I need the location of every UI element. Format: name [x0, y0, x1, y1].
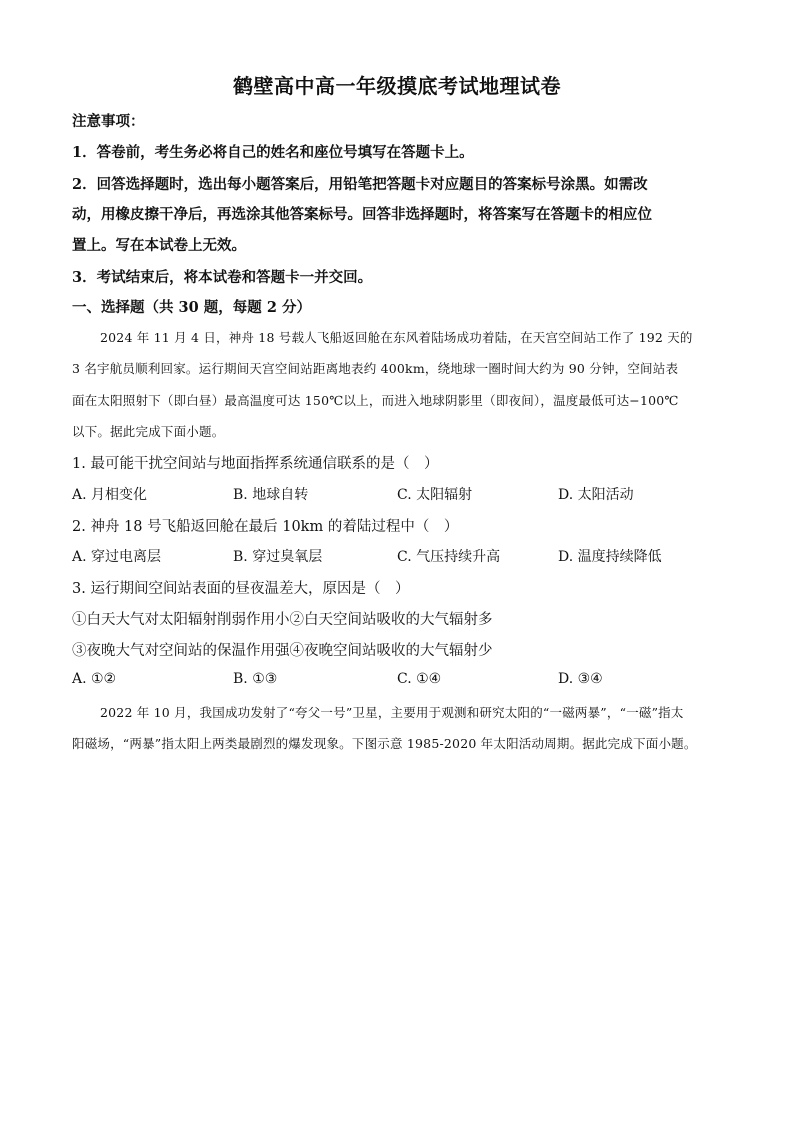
passage-line: 以下。据此完成下面小题。: [72, 424, 225, 439]
passage-line: 面在太阳照射下（即白昼）最高温度可达 150℃以上，而进入地球阴影里（即夜间），温度最低可达−100℃: [72, 393, 679, 408]
q1-option-d: D. 太阳活动: [558, 487, 634, 503]
q1-option-b: B. 地球自转: [233, 487, 309, 503]
passage-line: 2024 年 11 月 4 日，神舟 18 号载人飞船返回舱在东风着陆场成功着陆，在天宫空间站工作了 192 天的: [100, 330, 693, 345]
notice-item: 置上。写在本试卷上无效。: [72, 237, 246, 254]
section-heading: 一、选择题（共 30 题，每题 2 分）: [72, 299, 311, 316]
q3-option-d: D. ③④: [558, 671, 603, 687]
q1-option-a: A. 月相变化: [72, 487, 148, 503]
q2-option-b: B. 穿过臭氧层: [233, 549, 323, 565]
notice-item: 3．考试结束后，将本试卷和答题卡一并交回。: [72, 269, 373, 286]
q1-option-c: C. 太阳辐射: [397, 487, 473, 503]
exam-title: 鹤壁高中高一年级摸底考试地理试卷: [233, 74, 561, 98]
q2-option-c: C. 气压持续升高: [397, 549, 501, 565]
notice-item: 2．回答选择题时，选出每小题答案后，用铅笔把答题卡对应题目的答案标号涂黑。如需改: [72, 176, 648, 193]
passage-line: 3 名宇航员顺利回家。运行期间天宫空间站距离地表约 400km，绕地球一圈时间大约为 90 分钟，空间站表: [72, 361, 679, 376]
q3-statement: ①白天大气对太阳辐射削弱作用小②白天空间站吸收的大气辐射多: [72, 612, 493, 628]
question-1-stem: 1. 最可能干扰空间站与地面指挥系统通信联系的是（ ）: [72, 456, 439, 472]
q3-statement: ③夜晚大气对空间站的保温作用强④夜晚空间站吸收的大气辐射少: [72, 643, 493, 659]
q2-option-d: D. 温度持续降低: [558, 549, 662, 565]
passage-line: 2022 年 10 月，我国成功发射了“夸父一号”卫星，主要用于观测和研究太阳的“一磁两暴”，“一磁”指太: [100, 705, 684, 720]
notice-item: 动，用橡皮擦干净后，再选涂其他答案标号。回答非选择题时，将答案写在答题卡的相应位: [72, 206, 652, 223]
question-3-stem: 3. 运行期间空间站表面的昼夜温差大，原因是（ ）: [72, 581, 410, 597]
q2-option-a: A. 穿过电离层: [72, 549, 162, 565]
question-2-stem: 2. 神舟 18 号飞船返回舱在最后 10km 的着陆过程中（ ）: [72, 519, 459, 535]
q3-option-a: A. ①②: [72, 671, 117, 687]
passage-line: 阳磁场，“两暴”指太阳上两类最剧烈的爆发现象。下图示意 1985-2020 年太阳活动周期。据此完成下面小题。: [72, 736, 697, 751]
notice-heading: 注意事项：: [72, 113, 145, 130]
q3-option-c: C. ①④: [397, 671, 442, 687]
notice-item: 1．答卷前，考生务必将自己的姓名和座位号填写在答题卡上。: [72, 144, 474, 161]
q3-option-b: B. ①③: [233, 671, 278, 687]
